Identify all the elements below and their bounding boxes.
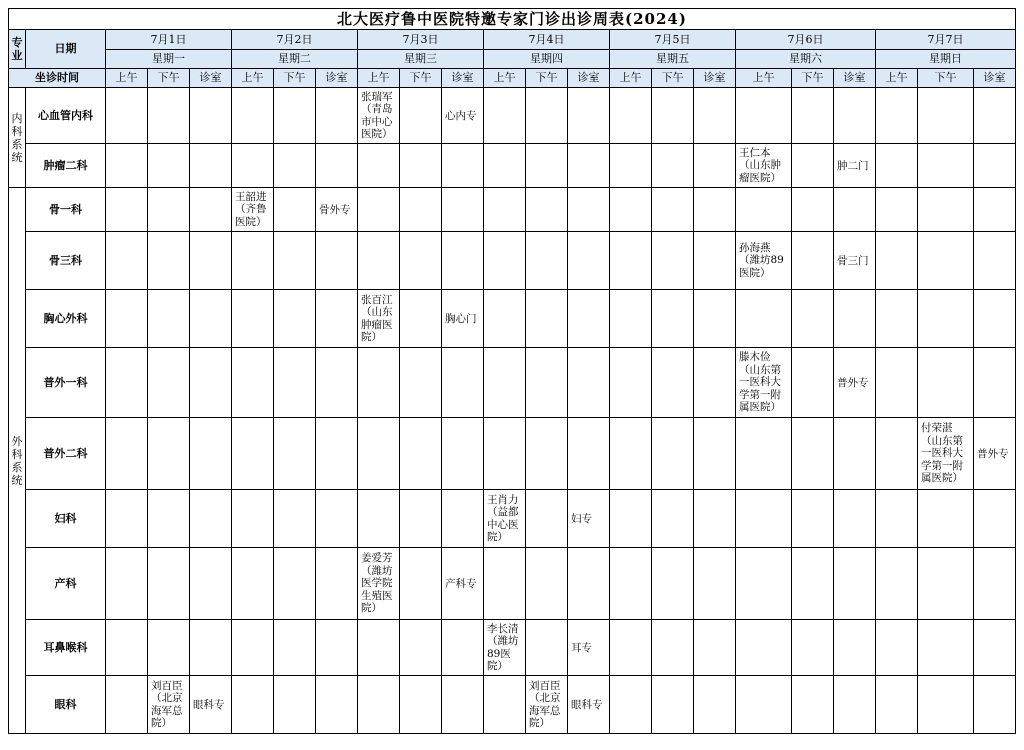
morning-cell	[610, 490, 652, 548]
afternoon-cell	[274, 620, 316, 676]
afternoon-header: 下午	[400, 69, 442, 88]
room-cell: 普外专	[834, 348, 876, 418]
afternoon-cell	[792, 490, 834, 548]
morning-cell	[358, 348, 400, 418]
morning-cell	[876, 144, 918, 188]
room-cell	[568, 188, 610, 232]
morning-cell: 张百江（山东肿瘤医院）	[358, 290, 400, 348]
morning-cell: 李长清（潍坊89医院）	[484, 620, 526, 676]
room-cell	[442, 418, 484, 490]
morning-cell: 滕木俭（山东第一医科大学第一附属医院）	[736, 348, 792, 418]
afternoon-cell	[792, 188, 834, 232]
morning-cell	[610, 188, 652, 232]
room-cell	[974, 144, 1016, 188]
room-cell	[974, 620, 1016, 676]
morning-cell	[106, 676, 148, 734]
morning-cell	[484, 676, 526, 734]
afternoon-cell	[652, 418, 694, 490]
morning-cell	[736, 676, 792, 734]
room-cell: 普外专	[974, 418, 1016, 490]
room-cell	[974, 548, 1016, 620]
morning-cell	[736, 620, 792, 676]
day-weekday: 星期六	[736, 50, 876, 69]
afternoon-cell	[652, 676, 694, 734]
room-cell	[316, 88, 358, 144]
table-row	[9, 88, 1016, 144]
morning-cell	[736, 548, 792, 620]
room-cell	[442, 188, 484, 232]
morning-cell	[358, 620, 400, 676]
day-date: 7月1日	[106, 30, 232, 50]
afternoon-cell	[274, 88, 316, 144]
afternoon-cell	[918, 490, 974, 548]
morning-cell: 张瑞军（青岛市中心医院）	[358, 88, 400, 144]
morning-cell	[876, 490, 918, 548]
room-cell: 肿二门	[834, 144, 876, 188]
room-cell	[974, 290, 1016, 348]
morning-cell	[610, 548, 652, 620]
morning-cell	[876, 418, 918, 490]
room-cell	[694, 548, 736, 620]
morning-cell	[876, 88, 918, 144]
table-row	[9, 620, 1016, 676]
room-cell	[568, 418, 610, 490]
afternoon-cell	[918, 348, 974, 418]
department-name: 产科	[26, 548, 106, 620]
room-cell: 产科专	[442, 548, 484, 620]
room-cell	[834, 290, 876, 348]
schedule-sheet	[8, 8, 1016, 734]
department-name: 胸心外科	[26, 290, 106, 348]
afternoon-cell	[400, 490, 442, 548]
room-cell	[974, 490, 1016, 548]
time-header: 坐诊时间	[9, 69, 106, 88]
afternoon-cell	[274, 490, 316, 548]
room-cell	[190, 418, 232, 490]
room-cell	[316, 490, 358, 548]
morning-cell	[358, 232, 400, 290]
room-cell	[442, 144, 484, 188]
room-cell	[316, 144, 358, 188]
room-cell	[316, 418, 358, 490]
afternoon-header: 下午	[918, 69, 974, 88]
morning-cell	[736, 490, 792, 548]
morning-cell: 王肖力（益都中心医院）	[484, 490, 526, 548]
afternoon-cell	[918, 620, 974, 676]
afternoon-cell	[148, 88, 190, 144]
afternoon-cell	[400, 620, 442, 676]
afternoon-cell	[400, 418, 442, 490]
room-cell	[316, 348, 358, 418]
morning-cell: 王韶进（齐鲁医院）	[232, 188, 274, 232]
afternoon-cell	[526, 548, 568, 620]
morning-cell	[484, 232, 526, 290]
afternoon-cell	[274, 144, 316, 188]
department-name: 普外二科	[26, 418, 106, 490]
morning-cell	[484, 144, 526, 188]
room-cell: 心内专	[442, 88, 484, 144]
room-cell	[190, 144, 232, 188]
room-cell	[694, 348, 736, 418]
morning-cell	[232, 548, 274, 620]
specialty-header: 专业	[9, 30, 26, 69]
afternoon-cell	[400, 188, 442, 232]
afternoon-cell	[792, 418, 834, 490]
table-row	[9, 490, 1016, 548]
afternoon-cell	[274, 548, 316, 620]
room-cell	[974, 348, 1016, 418]
morning-cell: 姜爱芳（潍坊医学院生殖医院）	[358, 548, 400, 620]
afternoon-cell	[148, 548, 190, 620]
morning-cell	[876, 290, 918, 348]
department-name: 肿瘤二科	[26, 144, 106, 188]
morning-cell	[358, 418, 400, 490]
morning-cell	[106, 290, 148, 348]
morning-cell	[106, 348, 148, 418]
afternoon-cell	[918, 144, 974, 188]
room-cell	[694, 232, 736, 290]
afternoon-cell	[274, 188, 316, 232]
afternoon-cell	[918, 232, 974, 290]
morning-cell	[876, 676, 918, 734]
afternoon-header: 下午	[652, 69, 694, 88]
room-cell	[316, 232, 358, 290]
room-cell	[694, 676, 736, 734]
morning-cell	[876, 188, 918, 232]
room-cell	[190, 232, 232, 290]
morning-cell	[610, 676, 652, 734]
morning-cell	[610, 348, 652, 418]
morning-cell	[232, 490, 274, 548]
morning-cell	[876, 348, 918, 418]
room-cell	[442, 676, 484, 734]
afternoon-cell	[400, 232, 442, 290]
category-label: 外科系统	[9, 188, 26, 734]
morning-cell	[106, 88, 148, 144]
afternoon-cell	[652, 348, 694, 418]
morning-cell	[876, 232, 918, 290]
room-cell	[694, 290, 736, 348]
department-name: 普外一科	[26, 348, 106, 418]
morning-header: 上午	[484, 69, 526, 88]
afternoon-header: 下午	[792, 69, 834, 88]
day-weekday: 星期五	[610, 50, 736, 69]
room-header: 诊室	[694, 69, 736, 88]
room-cell	[834, 418, 876, 490]
room-cell	[568, 548, 610, 620]
afternoon-cell	[918, 676, 974, 734]
room-cell: 耳专	[568, 620, 610, 676]
afternoon-cell	[652, 232, 694, 290]
room-cell	[568, 144, 610, 188]
room-cell	[974, 676, 1016, 734]
afternoon-cell: 付荣湛（山东第一医科大学第一附属医院）	[918, 418, 974, 490]
morning-cell	[232, 348, 274, 418]
morning-cell	[610, 290, 652, 348]
room-cell	[834, 620, 876, 676]
afternoon-cell	[792, 232, 834, 290]
afternoon-cell	[652, 548, 694, 620]
morning-cell	[736, 418, 792, 490]
afternoon-cell	[274, 418, 316, 490]
afternoon-cell: 刘百臣（北京海军总院）	[526, 676, 568, 734]
room-cell: 骨三门	[834, 232, 876, 290]
afternoon-cell	[148, 290, 190, 348]
afternoon-header: 下午	[526, 69, 568, 88]
afternoon-cell	[526, 418, 568, 490]
morning-cell	[232, 418, 274, 490]
room-header: 诊室	[974, 69, 1016, 88]
morning-cell: 孙海燕（潍坊89医院）	[736, 232, 792, 290]
morning-cell	[610, 232, 652, 290]
table-row	[9, 418, 1016, 490]
room-cell: 眼科专	[190, 676, 232, 734]
morning-cell	[484, 418, 526, 490]
afternoon-cell	[792, 348, 834, 418]
day-date: 7月2日	[232, 30, 358, 50]
room-cell	[834, 548, 876, 620]
morning-cell	[610, 144, 652, 188]
room-cell	[834, 676, 876, 734]
room-cell	[694, 144, 736, 188]
day-weekday: 星期三	[358, 50, 484, 69]
afternoon-cell	[526, 88, 568, 144]
morning-cell	[232, 232, 274, 290]
room-cell	[442, 348, 484, 418]
day-date: 7月3日	[358, 30, 484, 50]
department-name: 妇科	[26, 490, 106, 548]
table-row	[9, 144, 1016, 188]
room-header: 诊室	[190, 69, 232, 88]
room-cell: 妇专	[568, 490, 610, 548]
day-weekday: 星期一	[106, 50, 232, 69]
room-cell	[974, 232, 1016, 290]
afternoon-header: 下午	[148, 69, 190, 88]
morning-cell	[232, 676, 274, 734]
morning-cell	[358, 676, 400, 734]
afternoon-cell	[526, 490, 568, 548]
afternoon-cell	[274, 676, 316, 734]
room-cell	[834, 490, 876, 548]
morning-header: 上午	[736, 69, 792, 88]
afternoon-cell	[526, 232, 568, 290]
afternoon-cell	[148, 418, 190, 490]
room-cell	[568, 348, 610, 418]
page-title: 北大医疗鲁中医院特邀专家门诊出诊周表(2024)	[8, 8, 1016, 29]
room-cell	[316, 548, 358, 620]
afternoon-cell	[400, 144, 442, 188]
room-cell	[190, 548, 232, 620]
morning-cell	[610, 620, 652, 676]
room-cell	[442, 490, 484, 548]
date-header: 日期	[26, 30, 106, 69]
morning-header: 上午	[232, 69, 274, 88]
room-cell: 胸心门	[442, 290, 484, 348]
morning-cell	[106, 548, 148, 620]
afternoon-cell	[274, 290, 316, 348]
morning-cell	[232, 620, 274, 676]
morning-header: 上午	[106, 69, 148, 88]
room-cell	[974, 188, 1016, 232]
afternoon-cell	[918, 88, 974, 144]
room-header: 诊室	[316, 69, 358, 88]
room-cell	[190, 620, 232, 676]
room-cell	[568, 88, 610, 144]
afternoon-cell	[148, 490, 190, 548]
table-row	[9, 188, 1016, 232]
morning-cell	[106, 620, 148, 676]
afternoon-header: 下午	[274, 69, 316, 88]
day-weekday: 星期二	[232, 50, 358, 69]
afternoon-cell	[274, 348, 316, 418]
room-cell	[834, 88, 876, 144]
department-name: 耳鼻喉科	[26, 620, 106, 676]
room-cell	[694, 418, 736, 490]
room-cell	[974, 88, 1016, 144]
morning-cell	[358, 490, 400, 548]
table-row	[9, 290, 1016, 348]
afternoon-cell: 刘百臣（北京海军总院）	[148, 676, 190, 734]
department-name: 骨一科	[26, 188, 106, 232]
morning-cell	[736, 188, 792, 232]
morning-cell	[106, 188, 148, 232]
table-row	[9, 348, 1016, 418]
morning-cell	[484, 290, 526, 348]
afternoon-cell	[918, 548, 974, 620]
day-date: 7月4日	[484, 30, 610, 50]
afternoon-cell	[148, 188, 190, 232]
morning-cell	[610, 88, 652, 144]
morning-cell	[484, 88, 526, 144]
table-row	[9, 232, 1016, 290]
morning-header: 上午	[610, 69, 652, 88]
morning-cell	[484, 548, 526, 620]
day-weekday: 星期四	[484, 50, 610, 69]
afternoon-cell	[148, 232, 190, 290]
room-cell	[442, 620, 484, 676]
afternoon-cell	[526, 348, 568, 418]
afternoon-cell	[400, 676, 442, 734]
afternoon-cell	[400, 548, 442, 620]
room-cell	[190, 290, 232, 348]
room-cell	[694, 490, 736, 548]
room-cell	[190, 188, 232, 232]
day-date: 7月7日	[876, 30, 1016, 50]
morning-cell	[106, 418, 148, 490]
afternoon-cell	[918, 188, 974, 232]
afternoon-cell	[792, 676, 834, 734]
room-header: 诊室	[568, 69, 610, 88]
room-cell	[316, 676, 358, 734]
department-name: 骨三科	[26, 232, 106, 290]
afternoon-cell	[918, 290, 974, 348]
afternoon-cell	[400, 348, 442, 418]
room-cell	[568, 290, 610, 348]
room-cell	[694, 188, 736, 232]
room-cell	[190, 88, 232, 144]
morning-cell: 王仁本（山东肿瘤医院）	[736, 144, 792, 188]
schedule-table	[8, 29, 1016, 734]
room-header: 诊室	[442, 69, 484, 88]
afternoon-cell	[400, 290, 442, 348]
morning-header: 上午	[876, 69, 918, 88]
day-weekday: 星期日	[876, 50, 1016, 69]
room-cell	[316, 620, 358, 676]
morning-cell	[876, 548, 918, 620]
room-cell	[190, 490, 232, 548]
afternoon-cell	[400, 88, 442, 144]
afternoon-cell	[792, 290, 834, 348]
afternoon-cell	[792, 620, 834, 676]
room-cell	[694, 88, 736, 144]
department-name: 心血管内科	[26, 88, 106, 144]
afternoon-cell	[526, 188, 568, 232]
room-cell	[442, 232, 484, 290]
morning-cell	[106, 490, 148, 548]
morning-cell	[484, 348, 526, 418]
afternoon-cell	[526, 620, 568, 676]
department-name: 眼科	[26, 676, 106, 734]
afternoon-cell	[526, 290, 568, 348]
morning-cell	[736, 88, 792, 144]
afternoon-cell	[148, 348, 190, 418]
afternoon-cell	[274, 232, 316, 290]
morning-cell	[484, 188, 526, 232]
afternoon-cell	[652, 88, 694, 144]
room-cell	[316, 290, 358, 348]
room-cell	[568, 232, 610, 290]
morning-cell	[876, 620, 918, 676]
morning-cell	[736, 290, 792, 348]
room-cell	[834, 188, 876, 232]
afternoon-cell	[792, 144, 834, 188]
morning-cell	[106, 144, 148, 188]
category-label: 内科系统	[9, 88, 26, 188]
afternoon-cell	[526, 144, 568, 188]
room-cell	[694, 620, 736, 676]
morning-cell	[232, 144, 274, 188]
morning-cell	[610, 418, 652, 490]
day-date: 7月5日	[610, 30, 736, 50]
table-row	[9, 676, 1016, 734]
afternoon-cell	[148, 144, 190, 188]
morning-cell	[106, 232, 148, 290]
room-header: 诊室	[834, 69, 876, 88]
room-cell: 眼科专	[568, 676, 610, 734]
afternoon-cell	[652, 290, 694, 348]
morning-cell	[232, 88, 274, 144]
afternoon-cell	[652, 188, 694, 232]
room-cell	[190, 348, 232, 418]
afternoon-cell	[652, 144, 694, 188]
day-date: 7月6日	[736, 30, 876, 50]
morning-cell	[358, 144, 400, 188]
afternoon-cell	[792, 548, 834, 620]
morning-header: 上午	[358, 69, 400, 88]
afternoon-cell	[652, 490, 694, 548]
afternoon-cell	[792, 88, 834, 144]
morning-cell	[232, 290, 274, 348]
afternoon-cell	[652, 620, 694, 676]
room-cell: 骨外专	[316, 188, 358, 232]
afternoon-cell	[148, 620, 190, 676]
table-row	[9, 548, 1016, 620]
morning-cell	[358, 188, 400, 232]
